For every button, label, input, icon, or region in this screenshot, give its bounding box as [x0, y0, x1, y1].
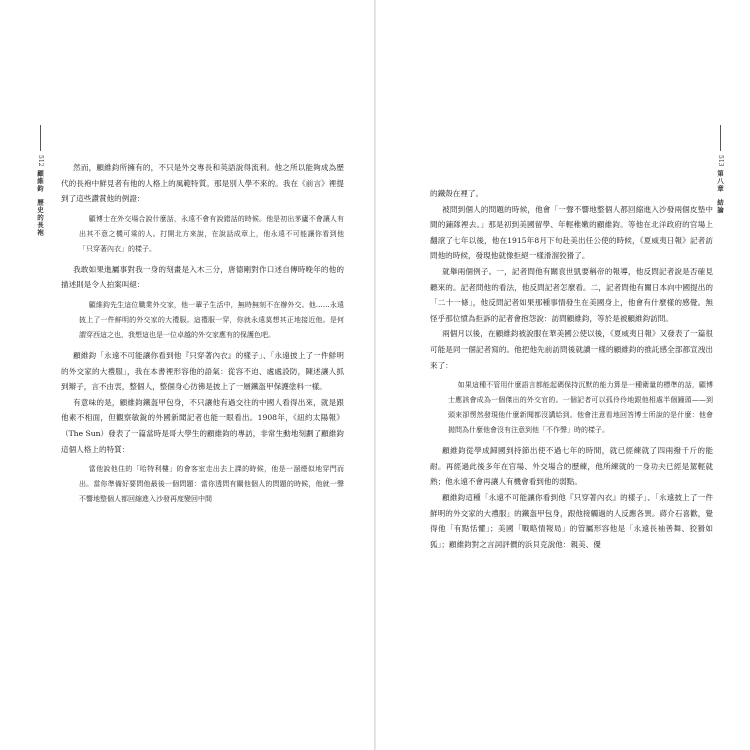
paragraph: 顧維鈞「永遠不可能讓你看到他『只穿著內衣』的樣子」、「永遠披上了一件鮮明的外交家的大禮服」，我在本書裡形容他的語氣：從容不迫、處處設防，陳述讓人抓到辮子，言不由衷，整個人，整個身心彷彿是披上了一層鐵盔甲保護塗料一樣。	[61, 350, 344, 392]
left-body-text	[61, 160, 344, 512]
right-page	[376, 0, 750, 750]
paragraph: 我敢如果進屬事對我一身的刻畫是入木三分，唐德剛對作口述自傳時晚年的他的描述則是令人拍案叫絕：	[61, 264, 344, 290]
page-number: 513	[717, 155, 724, 167]
paragraph: 有意味的是，顧維鈞鐵盔甲包身，不只讓他有過交往的中國人看得出來，就是跟他素不相面，但觀察敏銳的外國新聞記者也能一眼看出。1908年，《紐約太陽報》（The Sun）發表了一篇當時是哥大學生的顧維鈞的專訪，非常生動地刻劃了顧維鈞這個人格上的特質：	[61, 397, 344, 454]
right-running-head	[713, 125, 727, 220]
paragraph: 的鐵殼在裡了。	[430, 189, 484, 198]
right-body-text	[430, 186, 713, 552]
left-running-head	[33, 125, 47, 242]
block-quote: 顧維鈞先生這位職業外交家，他一輩子生活中，無時無刻不在辦外交。他……永遠披上了一件鮮明的外交家的大禮服。這禮服一穿，你就永遠莫想其正地接近他。是何謂穿西這之也，我想這也是一位卓越的外交家應有的保護色吧。	[79, 300, 344, 339]
left-page	[0, 0, 374, 750]
paragraph: 顧維鈞從學成歸國到持節出使不過七年的時間，就已經練就了四兩撥千斤的能耐。再經過此後多年在官場、外交場合的歷練，他所練就的一身功夫已經是駕輕就熟；他永遠不會再讓人有機會看到他的弱點。	[430, 446, 713, 487]
chapter-label: 第八章	[716, 170, 724, 193]
paragraph: 顧維鈞這種「永遠不可能讓你看到他『只穿著內衣』的樣子」、「永遠披上了一件鮮明的外交家的大禮服」的鐵盔甲包身，跟他接觸過的人反應各異。蔣介石喜歡，覺得他「有點恬懼」；美國「戰略情報局」的管屬形容他是「永遠長袖善舞、狡猾如狐」；顧維鈞對之言詞評價的浜貝克說他：親美、優	[430, 492, 713, 549]
block-quote: 如果這種不管用什麼語言都能起碼保持沉默的能力算是一種衛量的標準的話，顧博士應該會成為一個傑出的外交官的。一個記者可以孤伶伶地跟他相處半個鐘頭——到頭來卻愣然發現他什麼新聞都沒講給到。他會注意看地回答博士所說的是什麼：他會拋問為什麼他會沒有注意到他「不作聲」時的樣子。	[448, 381, 713, 435]
running-head-rule	[720, 125, 721, 151]
running-head-rule	[40, 125, 41, 151]
paragraph: 兩個月以後，在顧維鈞被說服在華美國公使以後，《夏威夷日報》又發表了一篇很可能是同一個記者寫的。他把他先前訪問後就讀一樣的顧維鈞的推託感全部都宣洩出來了：	[430, 329, 713, 370]
paragraph: 就舉兩個例子。一，記者問他有關袁世凱要稱帝的報導，他反問記者說是否確見聽來的。記者問他的看法，他反問記者怎麼看。二，記者問他有關日本向中國提出的「二十一條」，他反問記者如果那種事情發生在美國身上，他會有什麼樣的感覺。無怪乎那位憤為拒訴的記者會抱怨說：訪問顧維鈞，等於是被顧維鈞訪問。	[430, 266, 713, 323]
chapter-title: 結論	[716, 198, 724, 214]
paragraph: 然而，顧維鈞所擁有的，不只是外交專長和英語說得流利。他之所以能夠成為歷代的長袍中鮮見者有他的人格上的風範特質。那是別人學不來的。我在《前言》裡提到了這些讚賞他的例證：	[61, 163, 344, 204]
book-title: 顧維鈞	[36, 170, 44, 193]
block-quote: 當他說他住的「哈特利樓」的會客室走出去上課的時候，他是一溜煙似地穿門而出。當你準備好要問他最後一個問題：當你透問有關他個人的問題的時候，他就一聲不響地整個人都回縮進入沙發再度變回中間	[79, 465, 344, 504]
paragraph: 被問到個人的問題的時候，他會「一聲不響地整個人都回縮進入沙發兩個皮墊中間的鋪隊裡去。」那是初到美國留學、年輕稚嫩的顧維鈞。等他在北洋政府的官場上翻滾了七年以後，他在1915年8月下旬赴美出任公使的時候，《夏威夷日報》記者訪問他的時候，發現他就像拒絕一樣滑溜狡猾了。	[430, 204, 713, 261]
chapter-title: 歷史的長袍	[36, 198, 44, 237]
block-quote: 顧博士在外交場合說什麼話，永遠不會有說錯話的時候。他是初出茅廬不會讓人有出其不意之機可乘的人。打開北方來說，在說話成章上，他永遠不可能讓你看到他「只穿著內衣」的樣子。	[79, 214, 344, 253]
page-number: 512	[37, 155, 44, 167]
